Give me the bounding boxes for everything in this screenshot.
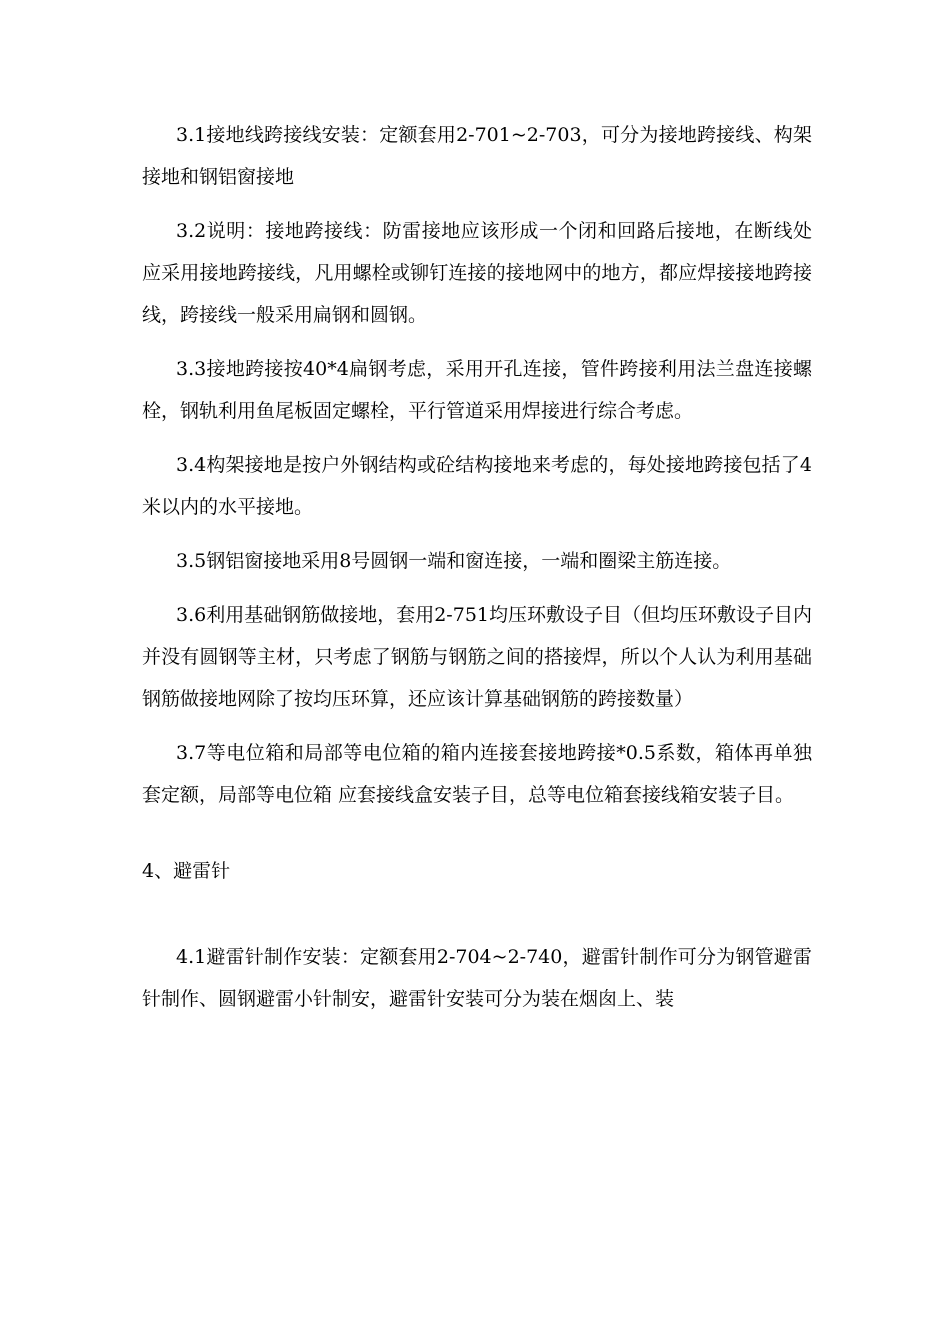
document-body <box>142 114 812 1032</box>
paragraph-3-6: 3.6利用基础钢筋做接地，套用2-751均压环敷设子目（但均压环敷设子目内并没有圆钢等主材，只考虑了钢筋与钢筋之间的搭接焊，所以个人认为利用基础钢筋做接地网除了按均压环算，还应该计算基础钢筋的跨接数量） <box>142 604 812 710</box>
paragraph-3-2: 3.2说明：接地跨接线：防雷接地应该形成一个闭和回路后接地，在断线处应采用接地跨接线，凡用螺栓或铆钉连接的接地网中的地方，都应焊接接地跨接线，跨接线一般采用扁钢和圆钢。 <box>142 220 812 326</box>
paragraph-3-4: 3.4构架接地是按户外钢结构或砼结构接地来考虑的，每处接地跨接包括了4米以内的水平接地。 <box>142 454 812 518</box>
paragraph-4-1: 4.1避雷针制作安装：定额套用2-704~2-740，避雷针制作可分为钢管避雷针制作、圆钢避雷小针制安，避雷针安装可分为装在烟囱上、装 <box>142 946 812 1010</box>
paragraph-3-3: 3.3接地跨接按40*4扁钢考虑，采用开孔连接，管件跨接利用法兰盘连接螺栓，钢轨利用鱼尾板固定螺栓，平行管道采用焊接进行综合考虑。 <box>142 358 812 422</box>
section-heading-4: 4、避雷针 <box>142 860 231 882</box>
paragraph-3-5: 3.5钢铝窗接地采用8号圆钢一端和窗连接，一端和圈梁主筋连接。 <box>176 550 732 572</box>
paragraph-3-1: 3.1接地线跨接线安装：定额套用2-701~2-703，可分为接地跨接线、构架接地和钢铝窗接地 <box>142 124 812 188</box>
paragraph-3-7: 3.7等电位箱和局部等电位箱的箱内连接套接地跨接*0.5系数，箱体再单独套定额，局部等电位箱 应套接线盒安装子目，总等电位箱套接线箱安装子目。 <box>142 742 812 806</box>
